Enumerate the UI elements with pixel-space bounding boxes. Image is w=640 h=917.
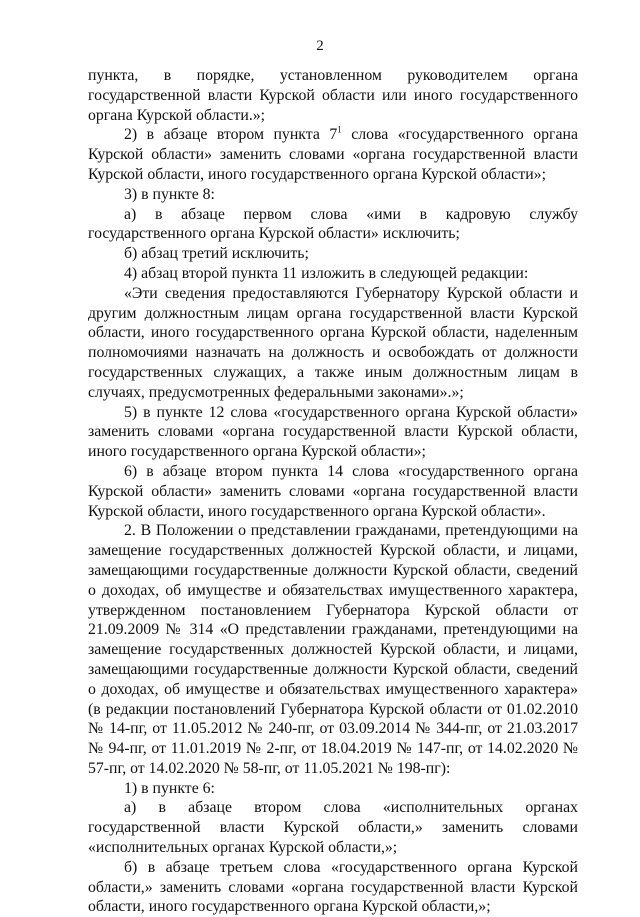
page-number: 2 xyxy=(316,38,324,54)
paragraph-4: а) в абзаце первом слова «ими в кадровую службу государственного органа Курской области» исключить; xyxy=(88,205,578,243)
paragraph-8: 5) в пункте 12 слова «государственного органа Курской области» заменить словами «органа государственной власти Курской области, иного государственного органа Курской области»; xyxy=(88,403,578,461)
paragraph-11: 1) в пункте 6: xyxy=(124,779,215,797)
paragraph-2-start: 2) в абзаце втором пункта 7 xyxy=(124,126,338,144)
superscript-index: 1 xyxy=(337,125,342,136)
paragraph-13: б) в абзаце третьем слова «государственного органа Курской области,» заменить словами «органа государственной власти Курской области, иного государственного органа Курской области,»; xyxy=(88,858,578,916)
paragraph-2-end: слова «государственного органа Курской области» заменить словами «органа государственной власти Курской области, иного государственного органа Курской области»; xyxy=(88,126,579,183)
paragraph-12: а) в абзаце втором слова «исполнительных органах государственной власти Курской области,» заменить словами «исполнительных органах Курской области,»; xyxy=(88,799,578,857)
paragraph-9: 6) в абзаце втором пункта 14 слова «государственного органа Курской области» заменить словами «органа государственной власти Курской области, иного государственного органа Курской области». xyxy=(88,462,578,520)
paragraph-10: 2. В Положении о представлении гражданами, претендующими на замещение государственных должностей Курской области, и лицами, замещающими государственные должности Курской области, сведений о доходах, об имуществе и обязательствах имущественного характера, утвержденном постановлением Губернатора Курской области от 21.09.2009 № 314 «О представлении гражданами, претендующими на замещение государственных должностей Курской области, и лицами, замещающими государственные должности Курской области, сведений о доходах, об имуществе и обязательствах имущественного характера» (в редакции постановлений Губернатора Курской области от 01.02.2010 № 14-пг, от 11.05.2012 № 240-пг, от 03.09.2014 № 344-пг, от 21.03.2017 № 94-пг, от 11.01.2019 № 2-пг, от 18.04.2019 № 147-пг, от 14.02.2020 № 57-пг, от 14.02.2020 № 58-пг, от 11.05.2021 № 198-пг): xyxy=(88,522,578,777)
paragraph-7: «Эти сведения предоставляются Губернатору Курской области и другим должностным лицам органа государственной власти Курской области, иного государственного органа Курской области, наделенным полномочиями назначать на должность и освобождать от должности государственных служащих, а также иным должностным лицам в случаях, предусмотренных федеральными законами».»; xyxy=(88,284,578,401)
paragraph-3: 3) в пункте 8: xyxy=(124,185,215,203)
paragraph-6: 4) абзац второй пункта 11 изложить в следующей редакции: xyxy=(124,264,529,282)
paragraph-1: пункта, в порядке, установленном руководителем органа государственной власти Курской области или иного государственного органа Курской области.»; xyxy=(88,67,578,124)
paragraph-5: б) абзац третий исключить; xyxy=(124,245,309,263)
document-body xyxy=(88,66,578,917)
paragraph-2 xyxy=(88,125,578,184)
